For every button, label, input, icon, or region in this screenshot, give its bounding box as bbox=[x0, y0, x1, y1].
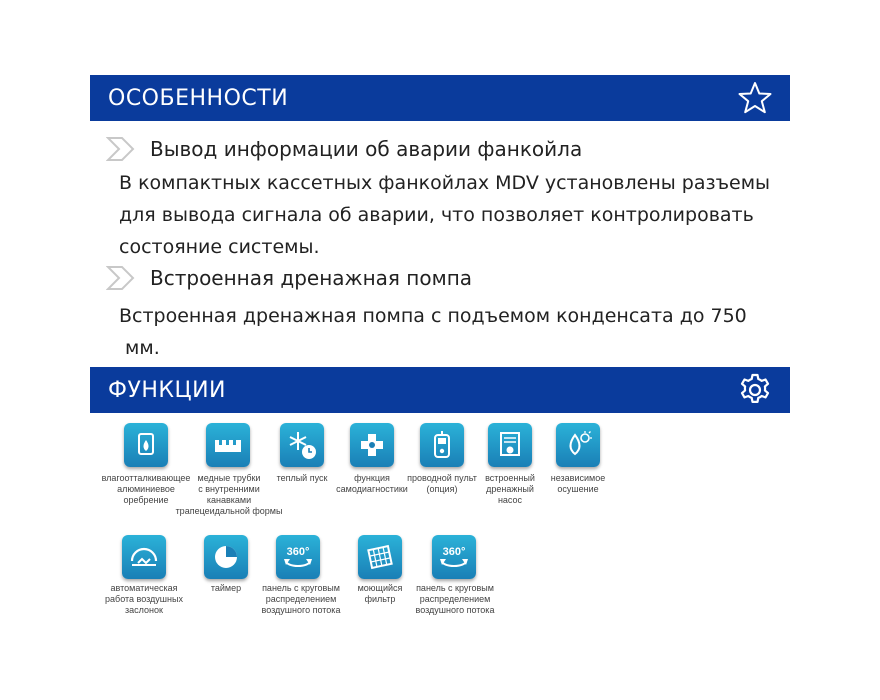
chevron-right-icon bbox=[106, 136, 136, 162]
feature-body-line: состояние системы. bbox=[119, 236, 320, 258]
drain-pump-icon bbox=[488, 423, 532, 467]
tile-label: функция самодиагностики bbox=[336, 473, 408, 494]
self-diagnostics-icon bbox=[350, 423, 394, 467]
tile-label: таймер bbox=[210, 583, 242, 593]
tile-label: теплый пуск bbox=[276, 473, 328, 483]
copper-tubes-icon bbox=[206, 423, 250, 467]
tile-label: автоматическая работа воздушных заслонок bbox=[105, 583, 183, 615]
feature-heading bbox=[106, 136, 582, 162]
tile-label: проводной пульт (опция) bbox=[407, 473, 477, 494]
functions-title: ФУНКЦИИ bbox=[108, 377, 227, 403]
tile-label: моющийся фильтр bbox=[357, 583, 403, 604]
feature-body-line: мм. bbox=[119, 337, 160, 359]
panel-360-icon bbox=[276, 535, 320, 579]
features-title: ОСОБЕННОСТИ bbox=[108, 85, 289, 111]
feature-body bbox=[119, 167, 789, 263]
tile-label: встроенный дренажный насос bbox=[485, 473, 535, 505]
gear-icon bbox=[736, 371, 774, 409]
feature-heading-text: Вывод информации об аварии фанкойла bbox=[150, 137, 583, 161]
wired-remote-icon bbox=[420, 423, 464, 467]
hydrophilic-fins-icon bbox=[124, 423, 168, 467]
functions-header-bar bbox=[90, 367, 790, 413]
tile-label: медные трубки с внутренними канавками трапецеидальной формы bbox=[175, 473, 283, 516]
feature-heading bbox=[106, 265, 472, 291]
feature-body-line: для вывода сигнала об аварии, что позволяет контролировать bbox=[119, 204, 754, 226]
feature-body-line: В компактных кассетных фанкойлах MDV установлены разъемы bbox=[119, 172, 771, 194]
timer-icon bbox=[204, 535, 248, 579]
tile-label: панель с круговым распределением воздушного потока bbox=[415, 583, 495, 615]
star-icon bbox=[736, 79, 774, 117]
warm-start-icon bbox=[280, 423, 324, 467]
dehumidification-icon bbox=[556, 423, 600, 467]
washable-filter-icon bbox=[358, 535, 402, 579]
tile-label: влагоотталкивающее алюминиевое оребрение bbox=[101, 473, 191, 505]
feature-heading-text: Встроенная дренажная помпа bbox=[150, 266, 473, 290]
feature-body bbox=[119, 300, 779, 364]
features-header-bar bbox=[90, 75, 790, 121]
feature-body-line: Встроенная дренажная помпа с подъемом конденсата до 750 bbox=[119, 305, 747, 327]
chevron-right-icon bbox=[106, 265, 136, 291]
tile-label: независимое осушение bbox=[550, 473, 606, 494]
auto-louver-icon bbox=[122, 535, 166, 579]
svg-text:360°: 360° bbox=[286, 546, 310, 558]
panel-360-icon bbox=[432, 535, 476, 579]
svg-text:360°: 360° bbox=[442, 546, 466, 558]
tile-label: панель с круговым распределением воздушного потока bbox=[261, 583, 341, 615]
